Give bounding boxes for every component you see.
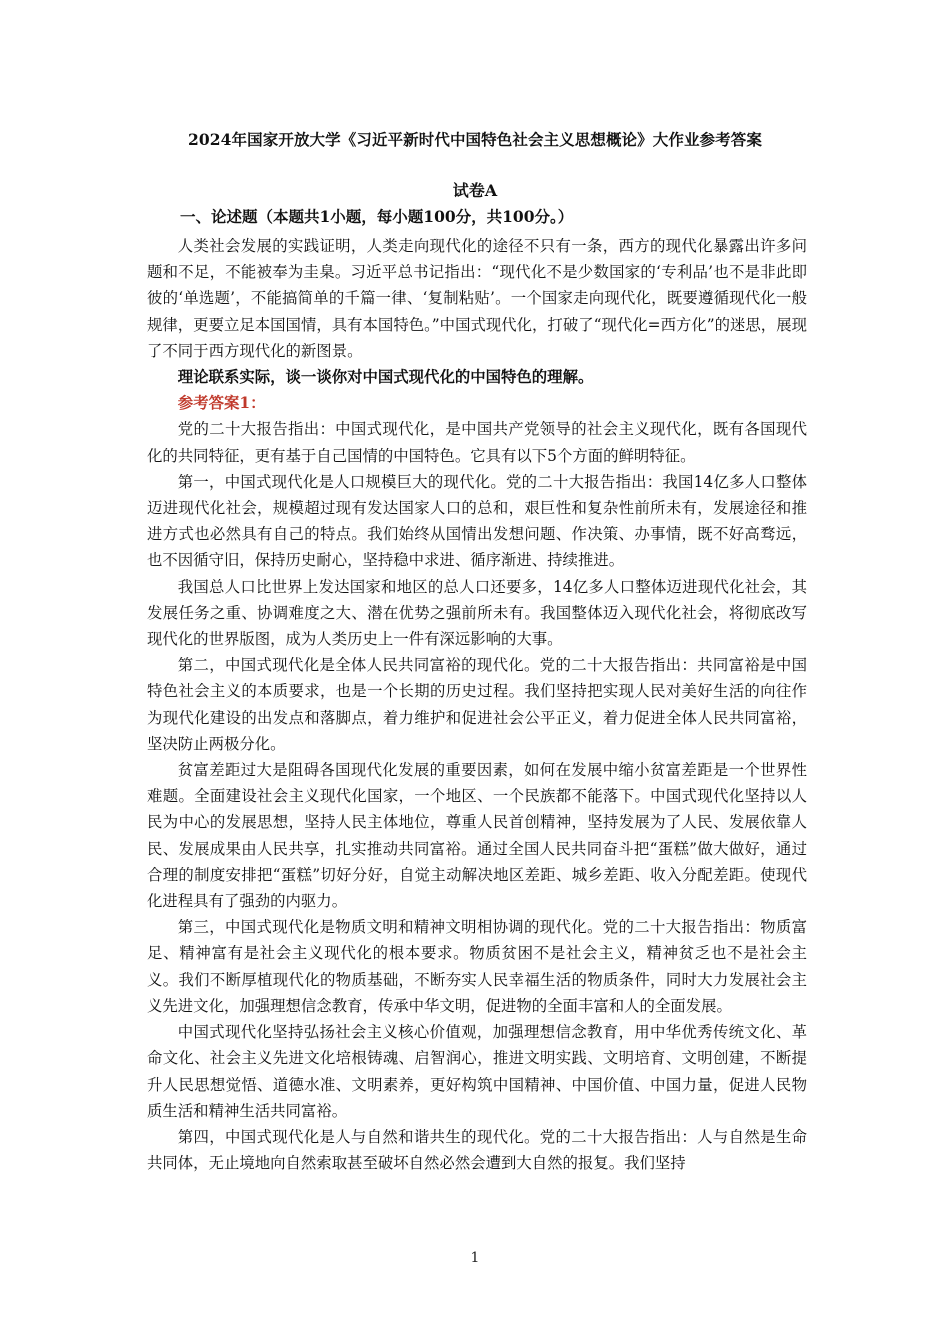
intro-paragraph: 人类社会发展的实践证明，人类走向现代化的途径不只有一条，西方的现代化暴露出许多问题和不足，不能被奉为圭臬。习近平总书记指出：“现代化不是少数国家的‘专利品’也不是非此即彼的‘单选题’，不能搞简单的千篇一律、‘复制粘贴’。一个国家走向现代化，既要遵循现代化一般规律，更要立足本国国情，具有本国特色。”中国式现代化，打破了“现代化=西方化”的迷思，展现了不同于西方现代化的新图景。 <box>147 237 807 360</box>
answer-paragraph: 我国总人口比世界上发达国家和地区的总人口还要多，14亿多人口整体迈进现代化社会，其发展任务之重、协调难度之大、潜在优势之强前所未有。我国整体迈入现代化社会，将彻底改写现代化的世界版图，成为人类历史上一件有深远影响的大事。 <box>147 577 807 649</box>
answer-paragraph: 第三，中国式现代化是物质文明和精神文明相协调的现代化。党的二十大报告指出：物质富足、精神富有是社会主义现代化的根本要求。物质贫困不是社会主义，精神贫乏也不是社会主义。我们不断厚植现代化的物质基础，不断夯实人民幸福生活的物质条件，同时大力发展社会主义先进文化，加强理想信念教育，传承中华文明，促进物的全面丰富和人的全面发展。 <box>147 918 807 1015</box>
answer-paragraph: 党的二十大报告指出：中国式现代化，是中国共产党领导的社会主义现代化，既有各国现代化的共同特征，更有基于自己国情的中国特色。它具有以下5个方面的鲜明特征。 <box>147 420 807 465</box>
answer-paragraph: 贫富差距过大是阻碍各国现代化发展的重要因素，如何在发展中缩小贫富差距是一个世界性难题。全面建设社会主义现代化国家，一个地区、一个民族都不能落下。中国式现代化坚持以人民为中心的发展思想，坚持人民主体地位，尊重人民首创精神，坚持发展为了人民、发展依靠人民、发展成果由人民共享，扎实推动共同富裕。通过全国人民共同奋斗把“蛋糕”做大做好，通过合理的制度安排把“蛋糕”切好分好，自觉主动解决地区差距、城乡差距、收入分配差距。使现代化进程具有了强劲的内驱力。 <box>147 761 807 911</box>
answer-paragraph: 第一，中国式现代化是人口规模巨大的现代化。党的二十大报告指出：我国14亿多人口整体迈进现代化社会，规模超过现有发达国家人口的总和，艰巨性和复杂性前所未有，发展途径和推进方式也必然具有自己的特点。我们始终从国情出发想问题、作决策、办事情，既不好高骛远，也不因循守旧，保持历史耐心，坚持稳中求进、循序渐进、持续推进。 <box>147 472 807 570</box>
exam-paper-label: 试卷A <box>452 181 498 200</box>
answer-label: 参考答案1： <box>177 394 266 413</box>
document-body <box>147 233 807 1176</box>
question-prompt: 理论联系实际，谈一谈你对中国式现代化的中国特色的理解。 <box>177 368 594 387</box>
answer-paragraph: 第四，中国式现代化是人与自然和谐共生的现代化。党的二十大报告指出：人与自然是生命共同体，无止境地向自然索取甚至破坏自然必然会遭到大自然的报复。我们坚持 <box>147 1127 807 1173</box>
answer-paragraph: 第二，中国式现代化是全体人民共同富裕的现代化。党的二十大报告指出：共同富裕是中国特色社会主义的本质要求，也是一个长期的历史过程。我们坚持把实现人民对美好生活的向往作为现代化建设的出发点和落脚点，着力维护和促进社会公平正义，着力促进全体人民共同富裕，坚决防止两极分化。 <box>147 656 807 753</box>
document-title: 2024年国家开放大学《习近平新时代中国特色社会主义思想概论》大作业参考答案 <box>188 130 762 149</box>
page-number: 1 <box>470 1250 480 1266</box>
section-heading: 一、论述题（本题共1小题，每小题100分，共100分。） <box>180 207 574 226</box>
answer-paragraph: 中国式现代化坚持弘扬社会主义核心价值观，加强理想信念教育，用中华优秀传统文化、革命文化、社会主义先进文化培根铸魂、启智润心，推进文明实践、文明培育、文明创建，不断提升人民思想觉悟、道德水准、文明素养，更好构筑中国精神、中国价值、中国力量，促进人民物质生活和精神生活共同富裕。 <box>147 1023 807 1120</box>
